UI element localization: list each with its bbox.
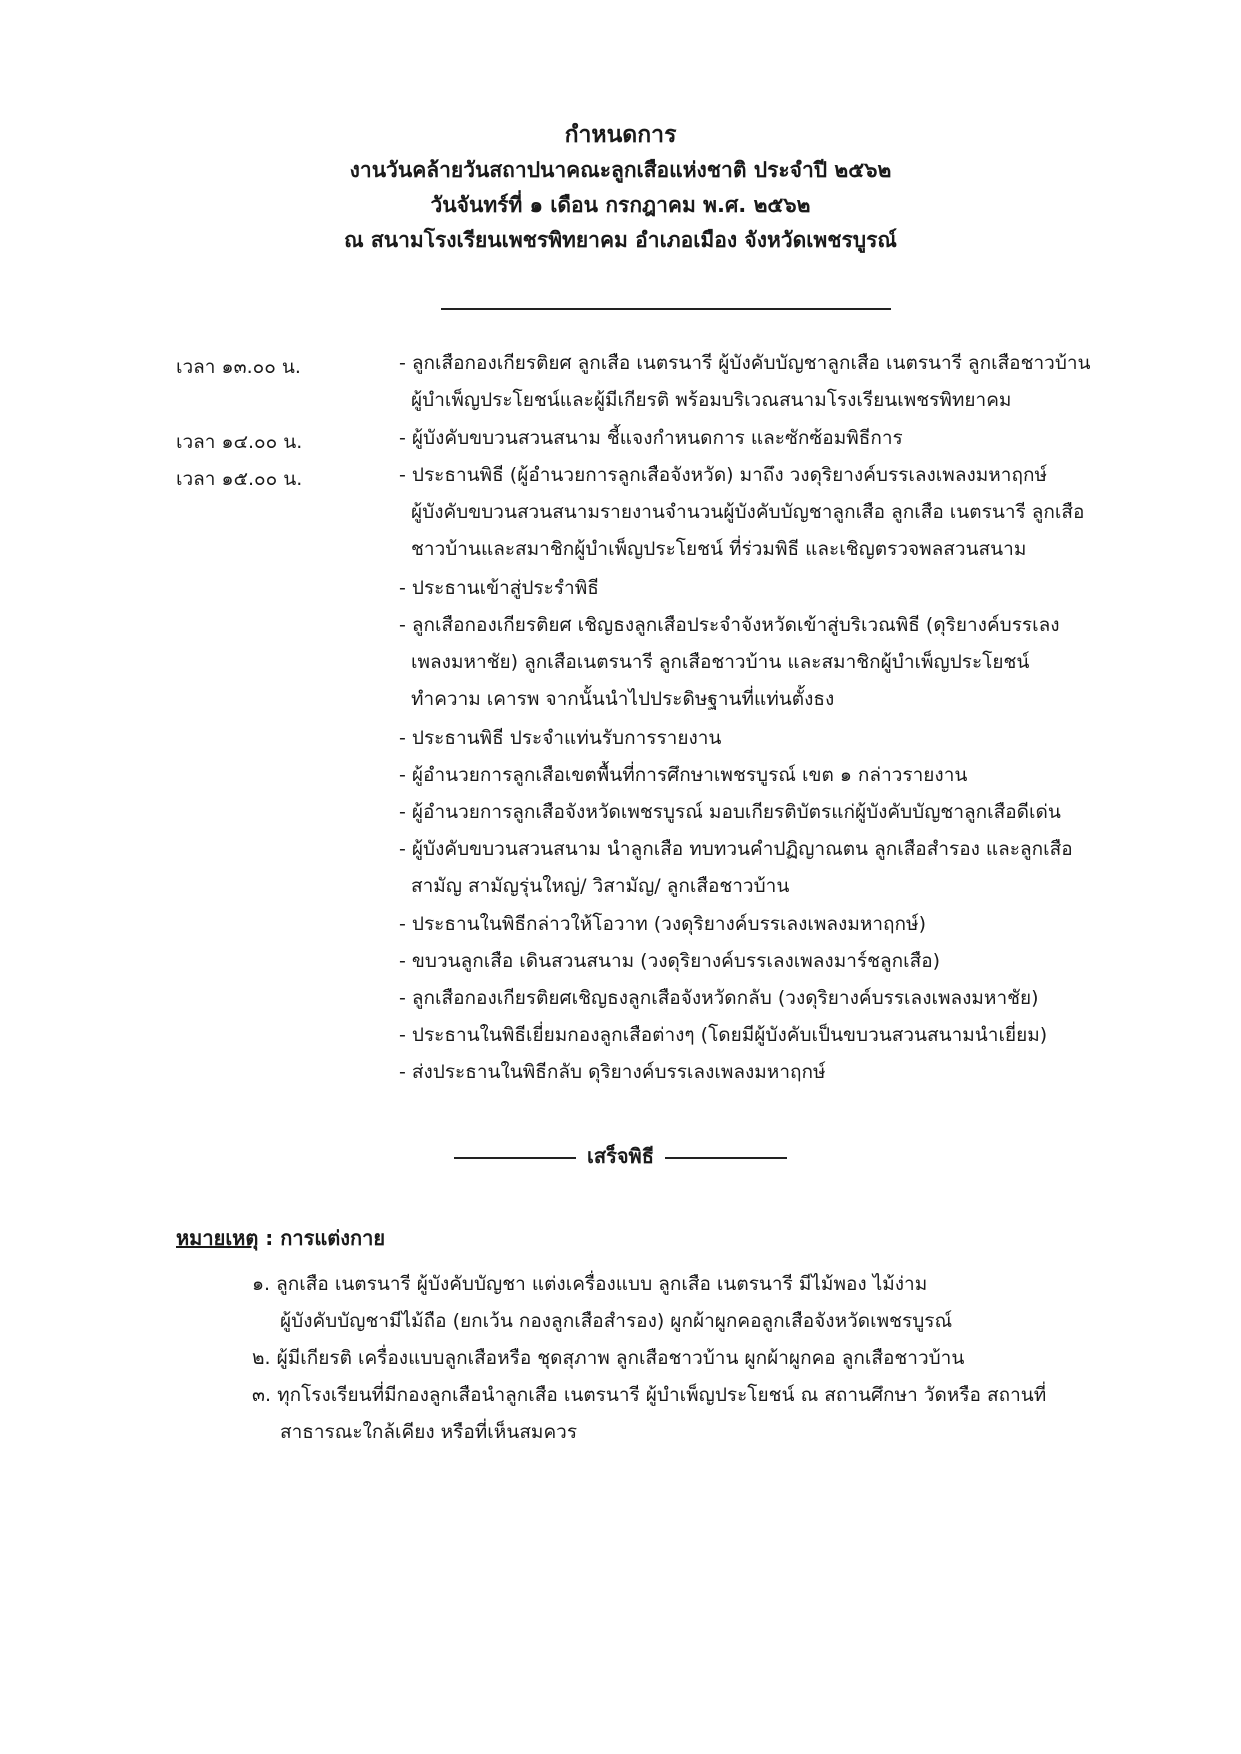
schedule-item [399, 1054, 1189, 1091]
item-line: - ผู้อำนวยการลูกเสือจังหวัดเพชรบูรณ์ มอบเกียรติบัตรแก่ผู้บังคับบัญชาลูกเสือดีเด่น [399, 801, 1061, 823]
note-line: ๑. ลูกเสือ เนตรนารี ผู้บังคับบัญชา แต่งเครื่องแบบ ลูกเสือ เนตรนารี มีไม้พอง ไม้ง่าม [252, 1273, 928, 1295]
note-line: ๓. ทุกโรงเรียนที่มีกองลูกเสือนำลูกเสือ เนตรนารี ผู้บำเพ็ญประโยชน์ ณ สถานศึกษา วัดหรือ สถานที่ [252, 1384, 1047, 1406]
item-line: ผู้บำเพ็ญประโยชน์และผู้มีเกียรติ พร้อมบริเวณสนามโรงเรียนเพชรพิทยาคม [411, 389, 1012, 411]
schedule-item [399, 1017, 1189, 1054]
schedule-item [399, 794, 1189, 831]
item-line: ชาวบ้านและสมาชิกผู้บำเพ็ญประโยชน์ ที่ร่วมพิธี และเชิญตรวจพลสวนสนาม [411, 538, 1027, 560]
page-title: กำหนดการ [564, 122, 677, 148]
item-line: - ประธานพิธี ประจำแท่นรับการรายงาน [399, 727, 722, 749]
item-line: - ลูกเสือกองเกียรติยศ ลูกเสือ เนตรนารี ผู้บังคับบัญชาลูกเสือ เนตรนารี ลูกเสือชาวบ้าน [399, 352, 1091, 374]
item-line: - ลูกเสือกองเกียรติยศ เชิญธงลูกเสือประจำจังหวัดเข้าสู่บริเวณพิธี (ดุริยางค์บรรเลง [399, 614, 1060, 636]
note-item [252, 1340, 1152, 1377]
time-label: เวลา ๑๕.๐๐ น. [176, 468, 303, 490]
event-venue: ณ สนามโรงเรียนเพชรพิทยาคม อำเภอเมือง จังหวัดเพชรบูรณ์ [344, 228, 897, 252]
item-line: - ผู้อำนวยการลูกเสือเขตพื้นที่การศึกษาเพชรบูรณ์ เขต ๑ กล่าวรายงาน [399, 764, 968, 786]
event-date: วันจันทร์ที่ ๑ เดือน กรกฎาคม พ.ศ. ๒๕๖๒ [430, 193, 811, 217]
document-header [0, 118, 1241, 258]
schedule-item [399, 906, 1189, 943]
schedule-item [399, 570, 1189, 607]
schedule-item [399, 345, 1189, 419]
notes-heading-rest: : การแต่งกาย [258, 1226, 386, 1250]
item-line: เพลงมหาชัย) ลูกเสือเนตรนารี ลูกเสือชาวบ้าน และสมาชิกผู้บำเพ็ญประโยชน์ [411, 651, 1030, 673]
item-line: - ผู้บังคับขบวนสวนสนาม ชี้แจงกำหนดการ และซักซ้อมพิธีการ [399, 427, 903, 449]
note-line: ผู้บังคับบัญชามีไม้ถือ (ยกเว้น กองลูกเสือสำรอง) ผูกผ้าผูกคอลูกเสือจังหวัดเพชรบูรณ์ [280, 1310, 953, 1332]
note-item [252, 1266, 1152, 1340]
item-line: - ลูกเสือกองเกียรติยศเชิญธงลูกเสือจังหวัดกลับ (วงดุริยางค์บรรเลงเพลงมหาชัย) [399, 987, 1039, 1009]
item-line: - ผู้บังคับขบวนสวนสนาม นำลูกเสือ ทบทวนคำปฏิญาณตน ลูกเสือสำรอง และลูกเสือ [399, 838, 1073, 860]
end-dash-right [665, 1157, 787, 1159]
schedule-item [399, 980, 1189, 1017]
end-dash-left [454, 1157, 576, 1159]
schedule-item [399, 420, 1189, 457]
schedule-item [399, 607, 1189, 718]
header-divider [441, 308, 891, 310]
item-line: - ประธานในพิธีเยี่ยมกองลูกเสือต่างๆ (โดยมีผู้บังคับเป็นขบวนสวนสนามนำเยี่ยม) [399, 1024, 1048, 1046]
schedule-item [399, 943, 1189, 980]
end-mark-text: เสร็จพิธี [587, 1144, 654, 1168]
notes-heading [176, 1222, 385, 1254]
item-line: สามัญ สามัญรุ่นใหญ่/ วิสามัญ/ ลูกเสือชาวบ้าน [411, 875, 790, 897]
schedule-item [399, 457, 1189, 568]
item-line: ทำความ เคารพ จากนั้นนำไปประดิษฐานที่แท่นตั้งธง [411, 688, 835, 710]
note-line: ๒. ผู้มีเกียรติ เครื่องแบบลูกเสือหรือ ชุดสุภาพ ลูกเสือชาวบ้าน ผูกผ้าผูกคอ ลูกเสือชาวบ้าน [252, 1347, 965, 1369]
item-line: - ประธานพิธี (ผู้อำนวยการลูกเสือจังหวัด) มาถึง วงดุริยางค์บรรเลงเพลงมหาฤกษ์ [399, 464, 1047, 486]
item-line: - ประธานเข้าสู่ประรำพิธี [399, 577, 599, 599]
time-label: เวลา ๑๔.๐๐ น. [176, 431, 303, 453]
end-of-ceremony-mark [0, 1140, 1241, 1172]
schedule-item [399, 831, 1189, 905]
item-line: - ประธานในพิธีกล่าวให้โอวาท (วงดุริยางค์บรรเลงเพลงมหาฤกษ์) [399, 913, 926, 935]
item-line: - ส่งประธานในพิธีกลับ ดุริยางค์บรรเลงเพลงมหาฤกษ์ [399, 1061, 826, 1083]
note-line: สาธารณะใกล้เคียง หรือที่เห็นสมควร [280, 1421, 578, 1443]
time-label: เวลา ๑๓.๐๐ น. [176, 356, 301, 378]
schedule-item [399, 757, 1189, 794]
notes-heading-label: หมายเหตุ [176, 1226, 259, 1250]
note-item [252, 1377, 1152, 1451]
event-name: งานวันคล้ายวันสถาปนาคณะลูกเสือแห่งชาติ ประจำปี ๒๕๖๒ [349, 158, 892, 182]
item-line: ผู้บังคับขบวนสวนสนามรายงานจำนวนผู้บังคับบัญชาลูกเสือ ลูกเสือ เนตรนารี ลูกเสือ [411, 501, 1085, 523]
item-line: - ขบวนลูกเสือ เดินสวนสนาม (วงดุริยางค์บรรเลงเพลงมาร์ชลูกเสือ) [399, 950, 941, 972]
schedule-item [399, 720, 1189, 757]
